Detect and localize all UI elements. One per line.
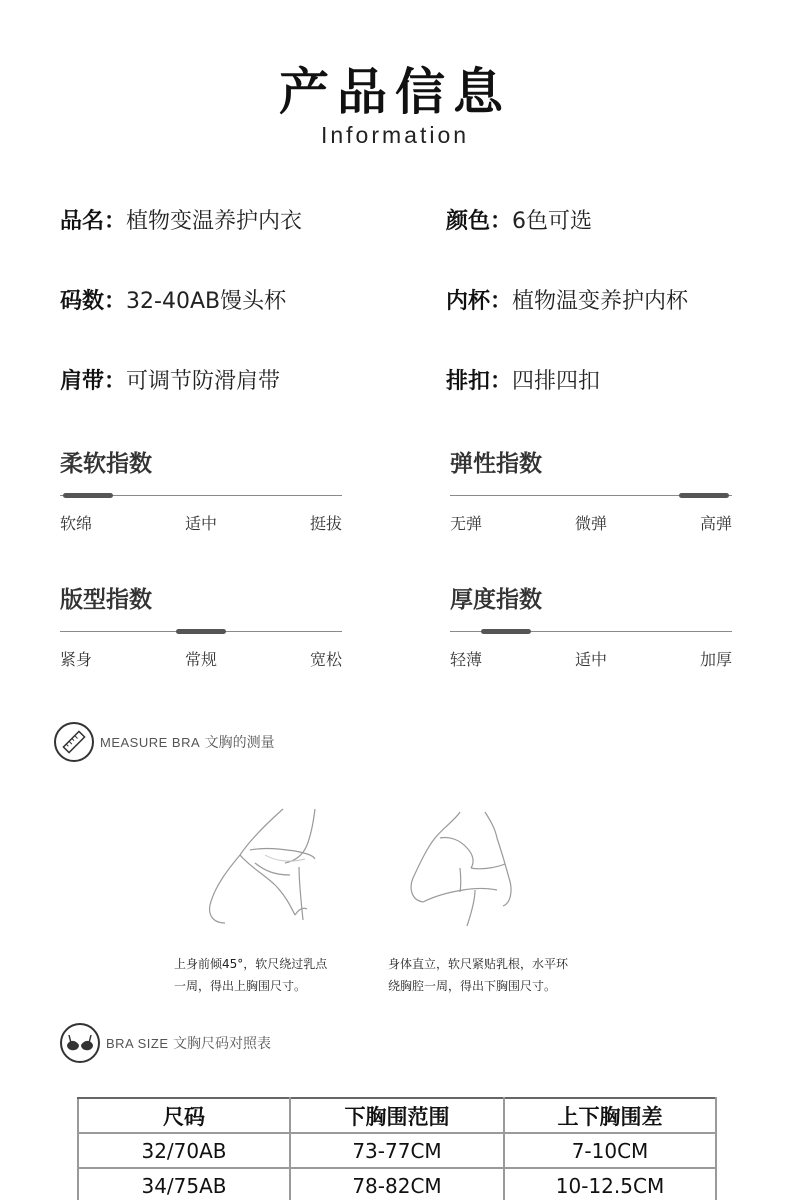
index-label: 微弹 (574, 514, 608, 533)
info-value: 植物温变养护内杯 (512, 289, 689, 314)
info-key: 颜色： (446, 209, 513, 234)
table-cell: 73-77CM (290, 1133, 504, 1168)
index-track (450, 495, 732, 496)
caption-line: 一周，得出上胸围尺寸。 (174, 979, 307, 993)
info-cup (446, 284, 688, 315)
page-title: 产品信息 (279, 63, 511, 121)
info-strap (60, 364, 280, 395)
table-row (78, 1168, 716, 1200)
measure-heading (54, 722, 275, 762)
index-softness (60, 445, 342, 533)
bra-icon (60, 1023, 100, 1063)
section-title-cn: 文胸的测量 (204, 735, 275, 751)
index-label: 适中 (184, 514, 218, 533)
index-track (60, 495, 342, 496)
info-value: 32-40AB馒头杯 (126, 289, 287, 314)
table-row (78, 1133, 716, 1168)
info-key: 肩带： (60, 369, 127, 394)
info-value: 四排四扣 (512, 369, 601, 394)
index-marker (481, 629, 531, 634)
info-key: 码数： (60, 289, 127, 314)
index-marker (176, 629, 226, 634)
bra-size-heading (60, 1023, 271, 1063)
section-title-cn: 文胸尺码对照表 (172, 1036, 271, 1052)
table-header: 上下胸围差 (504, 1098, 716, 1133)
info-size (60, 284, 286, 315)
measure-caption-under (388, 953, 568, 997)
info-key: 排扣： (446, 369, 513, 394)
info-key: 内杯： (446, 289, 513, 314)
caption-line: 绕胸腔一周，得出下胸围尺寸。 (388, 979, 557, 993)
index-label: 宽松 (309, 650, 342, 669)
ruler-icon (54, 722, 94, 762)
index-track (60, 631, 342, 632)
table-cell: 32/70AB (78, 1133, 290, 1168)
measure-under-bust-illustration (405, 808, 530, 928)
caption-line: 上身前倾45°，软尺绕过乳点 (174, 957, 328, 971)
index-label: 挺拔 (309, 514, 342, 533)
index-elasticity (450, 445, 732, 533)
measure-caption-upper (174, 953, 327, 997)
table-header-row (78, 1098, 716, 1133)
index-track (450, 631, 732, 632)
table-cell: 7-10CM (504, 1133, 716, 1168)
table-cell: 10-12.5CM (504, 1168, 716, 1200)
index-label: 紧身 (60, 650, 93, 669)
index-marker (679, 493, 729, 498)
info-value: 可调节防滑肩带 (126, 369, 281, 394)
index-title: 弹性指数 (450, 451, 542, 477)
caption-line: 身体直立，软尺紧贴乳根，水平环 (388, 957, 569, 971)
section-title-en: MEASURE BRA (100, 735, 201, 750)
page-subtitle: Information (320, 122, 470, 148)
index-fit (60, 581, 342, 669)
measure-upper-bust-illustration (195, 805, 345, 925)
table-cell: 34/75AB (78, 1168, 290, 1200)
index-title: 柔软指数 (60, 451, 152, 477)
index-label: 无弹 (450, 514, 483, 533)
table-cell: 78-82CM (290, 1168, 504, 1200)
info-value: 植物变温养护内衣 (126, 209, 303, 234)
table-header: 下胸围范围 (290, 1098, 504, 1133)
info-clasp (446, 364, 600, 395)
section-title-en: BRA SIZE (106, 1036, 169, 1051)
index-label: 高弹 (699, 514, 732, 533)
index-label: 适中 (574, 650, 608, 669)
info-product-name (60, 204, 302, 235)
info-color (446, 204, 592, 235)
index-title: 厚度指数 (450, 587, 542, 613)
info-key: 品名： (60, 209, 127, 234)
size-table (77, 1097, 717, 1200)
table-header: 尺码 (78, 1098, 290, 1133)
index-thickness (450, 581, 732, 669)
index-label: 软绵 (60, 514, 93, 533)
index-marker (63, 493, 113, 498)
index-label: 加厚 (699, 650, 732, 669)
index-label: 轻薄 (450, 650, 483, 669)
index-title: 版型指数 (60, 587, 152, 613)
index-label: 常规 (184, 650, 218, 669)
info-value: 6色可选 (512, 209, 593, 234)
